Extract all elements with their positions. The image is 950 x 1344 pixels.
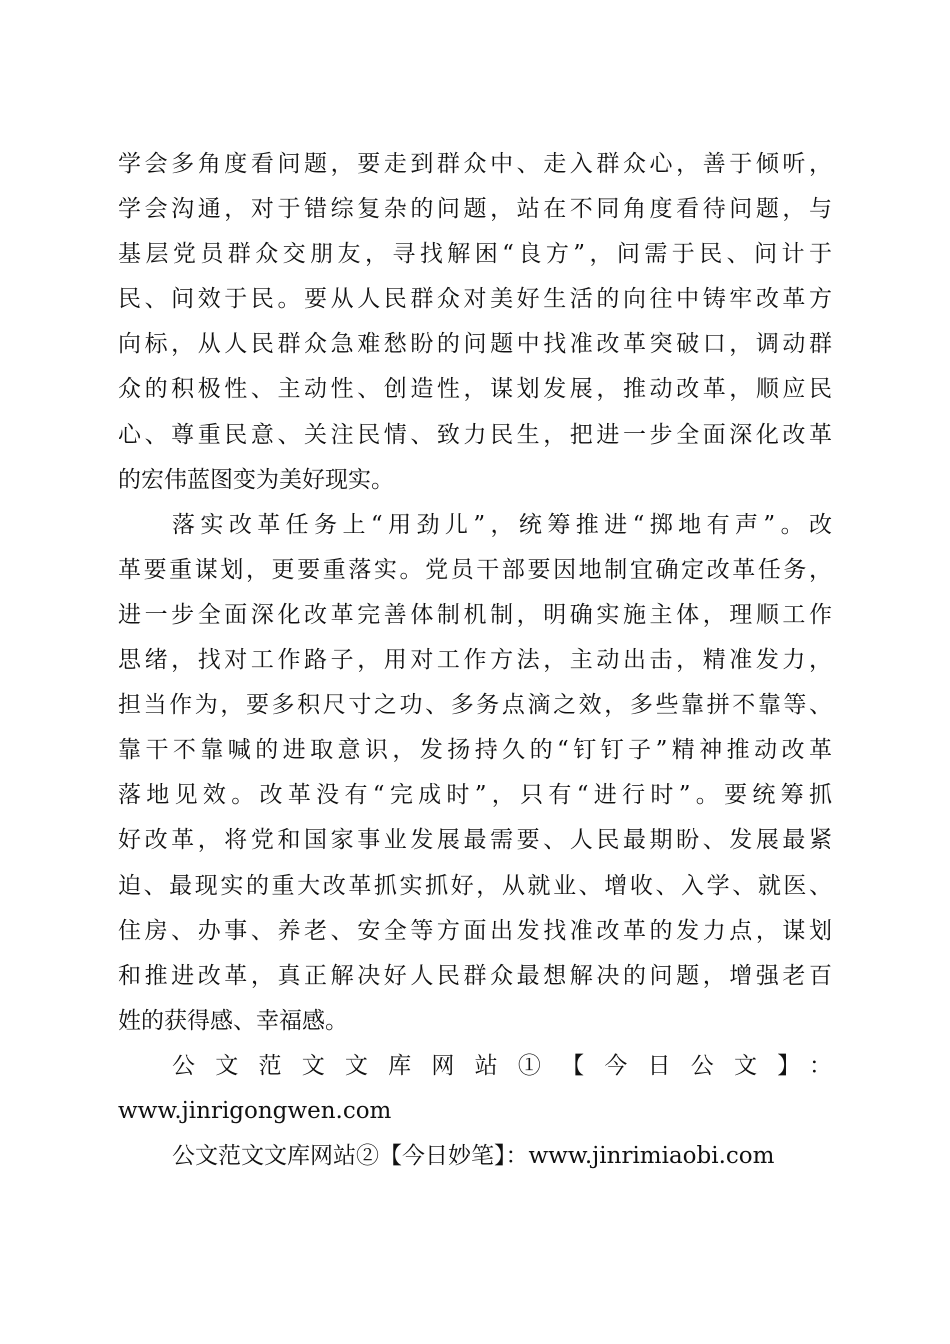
document-body [118,142,832,1179]
text-line: 姓的获得感、幸福感。 [118,1007,348,1034]
text-line: 基层党员群众交朋友，寻找解困“良方”，问需于民、问计于 [118,241,832,268]
text-line: 革要重谋划，更要重落实。党员干部要因地制宜确定改革任务， [118,556,832,583]
text-line: 落实改革任务上“用劲儿”，统筹推进“掷地有声”。改 [172,511,832,538]
text-line: 住房、办事、养老、安全等方面出发找准改革的发力点，谋划 [118,917,832,944]
text-line: 学会沟通，对于错综复杂的问题，站在不同角度看待问题，与 [118,196,832,223]
paragraph-1 [118,142,832,503]
text-line: 进一步全面深化改革完善体制机制，明确实施主体，理顺工作 [118,601,832,628]
text-line: 民、问效于民。要从人民群众对美好生活的向往中铸牢改革方 [118,286,832,313]
website-link-1-url[interactable]: www.jinrigongwen.com [118,1097,392,1124]
text-line: 众的积极性、主动性、创造性，谋划发展，推动改革，顺应民 [118,376,832,403]
website-link-1-label: 公文范文文库网站①【今日公文】： [172,1052,832,1079]
text-line: 落地见效。改革没有“完成时”，只有“进行时”。要统筹抓 [118,782,832,809]
text-line: 靠干不靠喊的进取意识，发扬持久的“钉钉子”精神推动改革 [118,737,832,764]
website-link-1 [118,1044,832,1134]
text-line: 担当作为，要多积尺寸之功、多务点滴之效，多些靠拼不靠等、 [118,692,832,719]
text-line: 思绪，找对工作路子，用对工作方法，主动出击，精准发力， [118,647,832,674]
text-line: 和推进改革，真正解决好人民群众最想解决的问题，增强老百 [118,962,832,989]
website-link-2 [118,1134,832,1179]
text-line: 的宏伟蓝图变为美好现实。 [118,466,394,493]
text-line: 好改革，将党和国家事业发展最需要、人民最期盼、发展最紧 [118,827,832,854]
website-link-2-text[interactable]: 公文范文文库网站②【今日妙笔】：www.jinrimiaobi.com [172,1143,775,1170]
text-line: 学会多角度看问题，要走到群众中、走入群众心，善于倾听， [118,151,832,177]
text-line: 心、尊重民意、关注民情、致力民生，把进一步全面深化改革 [118,421,832,448]
text-line: 迫、最现实的重大改革抓实抓好，从就业、增收、入学、就医、 [118,872,832,899]
paragraph-2 [118,503,832,1044]
text-line: 向标，从人民群众急难愁盼的问题中找准改革突破口，调动群 [118,331,832,358]
